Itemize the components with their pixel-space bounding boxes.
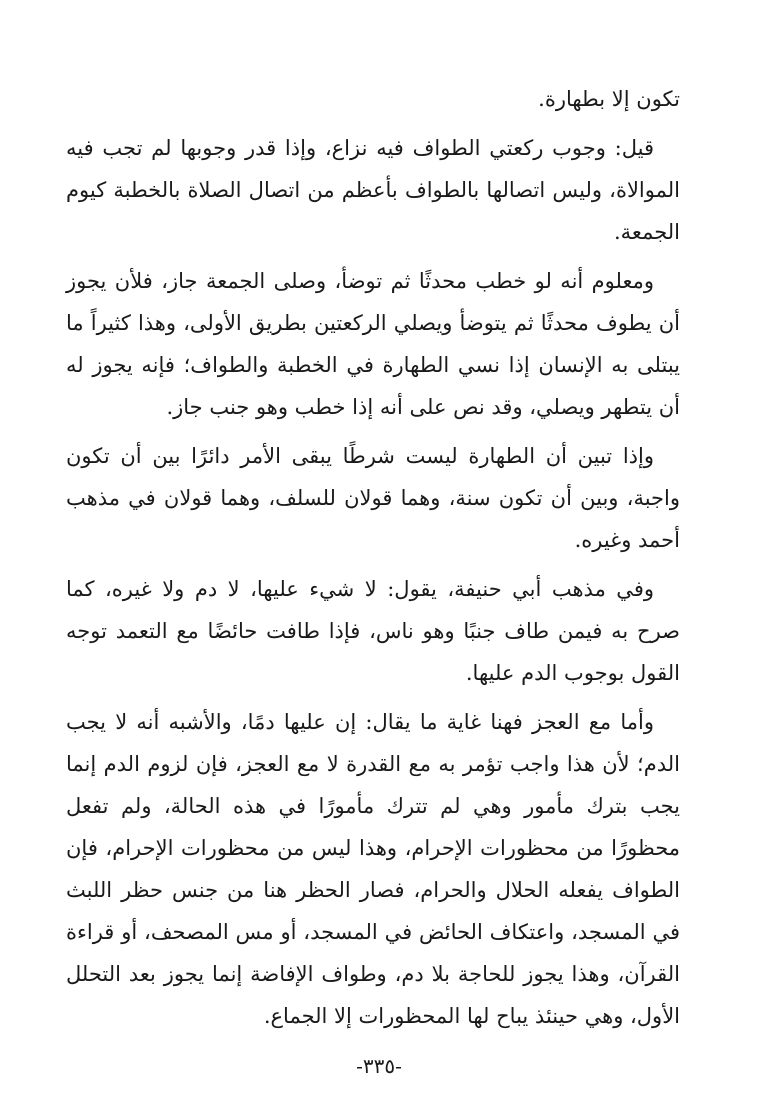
- paragraph-6: وأما مع العجز فهنا غاية ما يقال: إن عليها دمًا، والأشبه أنه لا يجب الدم؛ لأن هذا واجب تؤمر به مع القدرة لا مع العجز، فإن لزوم الدم إنما يجب بترك مأمور وهي لم تترك مأمورًا في هذه الحالة، ولم تفعل محظورًا من محظورات الإحرام، وهذا ليس من محظورات الإحرام، فإن الطواف يفعله الحلال والحرام، فصار الحظر هنا من جنس حظر اللبث في المسجد، واعتكاف الحائض في المسجد، أو مس المصحف، أو قراءة القرآن، وهذا يجوز للحاجة بلا دم، وطواف الإفاضة إنما يجوز بعد التحلل الأول، وهي حينئذ يباح لها المحظورات إلا الجماع.: [66, 710, 680, 1028]
- paragraph-4: وإذا تبين أن الطهارة ليست شرطًا يبقى الأمر دائرًا بين أن تكون واجبة، وبين أن تكون سنة، وهما قولان للسلف، وهما قولان في مذهب أحمد وغيره.: [66, 444, 680, 552]
- document-page: [66, 78, 680, 1044]
- paragraph-3: ومعلوم أنه لو خطب محدثًا ثم توضأ، وصلى الجمعة جاز، فلأن يجوز أن يطوف محدثًا ثم يتوضأ ويصلي الركعتين بطريق الأولى، وهذا كثيراً ما يبتلى به الإنسان إذا نسي الطهارة في الخطبة والطواف؛ فإنه يجوز له أن يتطهر ويصلي، وقد نص على أنه إذا خطب وهو جنب جاز.: [66, 269, 680, 419]
- page-number: -٣٣٥-: [356, 1054, 402, 1078]
- paragraph-1: تكون إلا بطهارة.: [538, 87, 680, 111]
- paragraph-2: قيل: وجوب ركعتي الطواف فيه نزاع، وإذا قدر وجوبها لم تجب فيه الموالاة، وليس اتصالها بالطواف بأعظم من اتصال الصلاة بالخطبة كيوم الجمعة.: [66, 136, 680, 244]
- paragraph-5: وفي مذهب أبي حنيفة، يقول: لا شيء عليها، لا دم ولا غيره، كما صرح به فيمن طاف جنبًا وهو ناس، فإذا طافت حائضًا مع التعمد توجه القول بوجوب الدم عليها.: [66, 577, 680, 685]
